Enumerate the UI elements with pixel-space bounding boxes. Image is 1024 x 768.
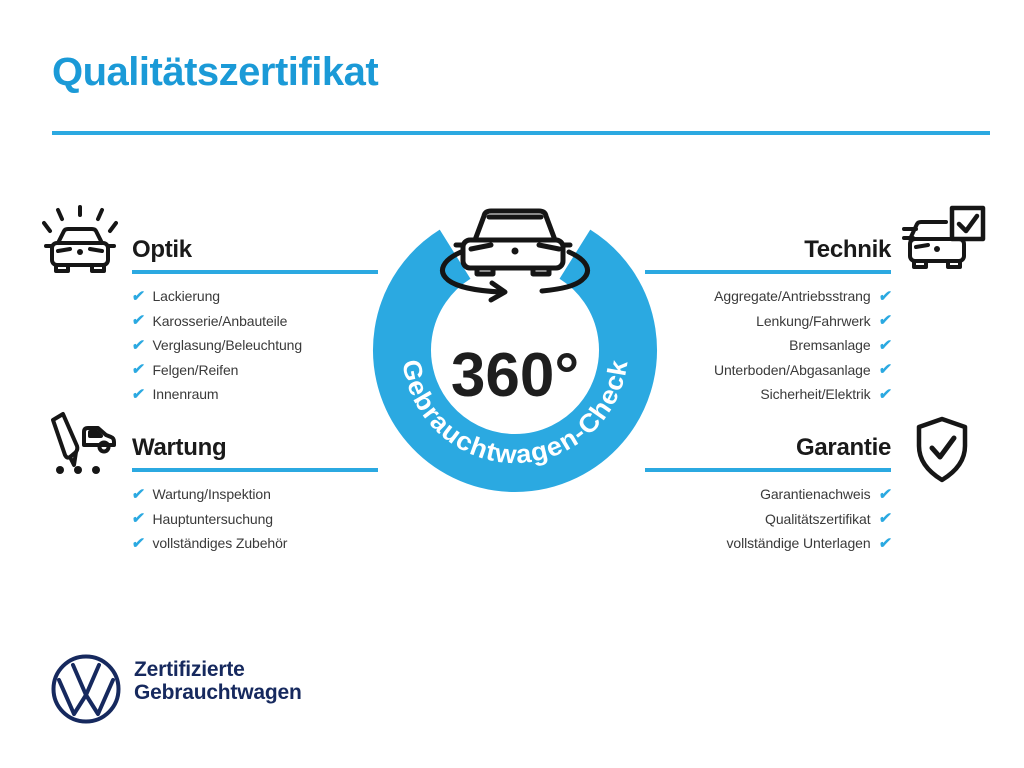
optik-checklist: [132, 284, 378, 407]
section-underline: [645, 468, 891, 472]
item-label: Unterboden/Abgasanlage: [713, 361, 871, 378]
check-icon: ✔: [877, 336, 893, 354]
ring-label: Gebrauchtwagen-Check: [396, 356, 634, 470]
check-icon: ✔: [130, 336, 146, 354]
checklist-item: [645, 284, 891, 309]
item-label: vollständige Unterlagen: [726, 535, 871, 552]
degree-label: 360°: [450, 341, 580, 410]
shield-check-icon: [912, 416, 972, 484]
pencil-checklist-car-icon: [40, 408, 118, 478]
checklist-item: [132, 284, 378, 309]
checklist-item: [132, 482, 378, 507]
360-check-badge: [365, 190, 665, 510]
check-icon: ✔: [130, 485, 146, 503]
check-icon: ✔: [877, 287, 893, 305]
item-label: Bremsanlage: [789, 337, 871, 354]
item-label: vollständiges Zubehör: [152, 535, 288, 552]
title-divider: [52, 131, 990, 135]
check-icon: ✔: [130, 385, 146, 403]
check-icon: ✔: [130, 510, 146, 528]
checklist-item: [645, 531, 891, 556]
check-icon: ✔: [130, 312, 146, 330]
item-label: Garantienachweis: [760, 486, 871, 503]
footer-line1: Zertifizierte: [134, 658, 245, 681]
item-label: Wartung/Inspektion: [152, 486, 271, 503]
checklist-item: [645, 507, 891, 532]
check-icon: ✔: [877, 385, 893, 403]
check-icon: ✔: [877, 485, 893, 503]
checklist-item: [645, 482, 891, 507]
check-icon: ✔: [877, 312, 893, 330]
section-optik: [132, 235, 378, 407]
item-label: Lackierung: [152, 288, 220, 305]
sparkling-car-icon: [42, 205, 118, 275]
checklist-item: [132, 358, 378, 383]
garantie-checklist: [645, 482, 891, 556]
item-label: Felgen/Reifen: [152, 361, 239, 378]
section-technik: [645, 235, 891, 407]
check-icon: ✔: [130, 287, 146, 305]
section-underline: [132, 468, 378, 472]
section-wartung-title: Wartung: [132, 434, 227, 461]
item-label: Lenkung/Fahrwerk: [756, 312, 871, 329]
wartung-checklist: [132, 482, 378, 556]
section-optik-title: Optik: [132, 236, 192, 263]
check-icon: ✔: [130, 361, 146, 379]
item-label: Aggregate/Antriebsstrang: [714, 288, 871, 305]
item-label: Karosserie/Anbauteile: [152, 312, 288, 329]
section-garantie-title: Garantie: [796, 434, 891, 461]
item-label: Hauptuntersuchung: [152, 510, 273, 527]
page-title: Qualitätszertifikat: [52, 50, 379, 94]
check-icon: ✔: [877, 510, 893, 528]
checklist-item: [645, 382, 891, 407]
checklist-item: [645, 358, 891, 383]
section-underline: [132, 270, 378, 274]
section-wartung: [132, 433, 378, 556]
car-360-rotation-icon: [442, 211, 587, 300]
check-icon: ✔: [877, 361, 893, 379]
technik-checklist: [645, 284, 891, 407]
item-label: Qualitätszertifikat: [765, 510, 871, 527]
vw-logo: [50, 653, 122, 730]
item-label: Sicherheit/Elektrik: [760, 386, 871, 403]
car-checkbox-icon: [902, 205, 986, 275]
checklist-item: [132, 507, 378, 532]
section-technik-title: Technik: [804, 236, 891, 263]
check-icon: ✔: [877, 534, 893, 552]
checklist-item: [132, 309, 378, 334]
item-label: Innenraum: [152, 386, 219, 403]
checklist-item: [132, 333, 378, 358]
section-underline: [645, 270, 891, 274]
footer-line2: Gebrauchtwagen: [134, 681, 302, 704]
checklist-item: [645, 309, 891, 334]
check-icon: ✔: [130, 534, 146, 552]
checklist-item: [645, 333, 891, 358]
section-garantie: [645, 433, 891, 556]
checklist-item: [132, 531, 378, 556]
item-label: Verglasung/Beleuchtung: [152, 337, 303, 354]
footer-claim: [134, 658, 302, 704]
checklist-item: [132, 382, 378, 407]
